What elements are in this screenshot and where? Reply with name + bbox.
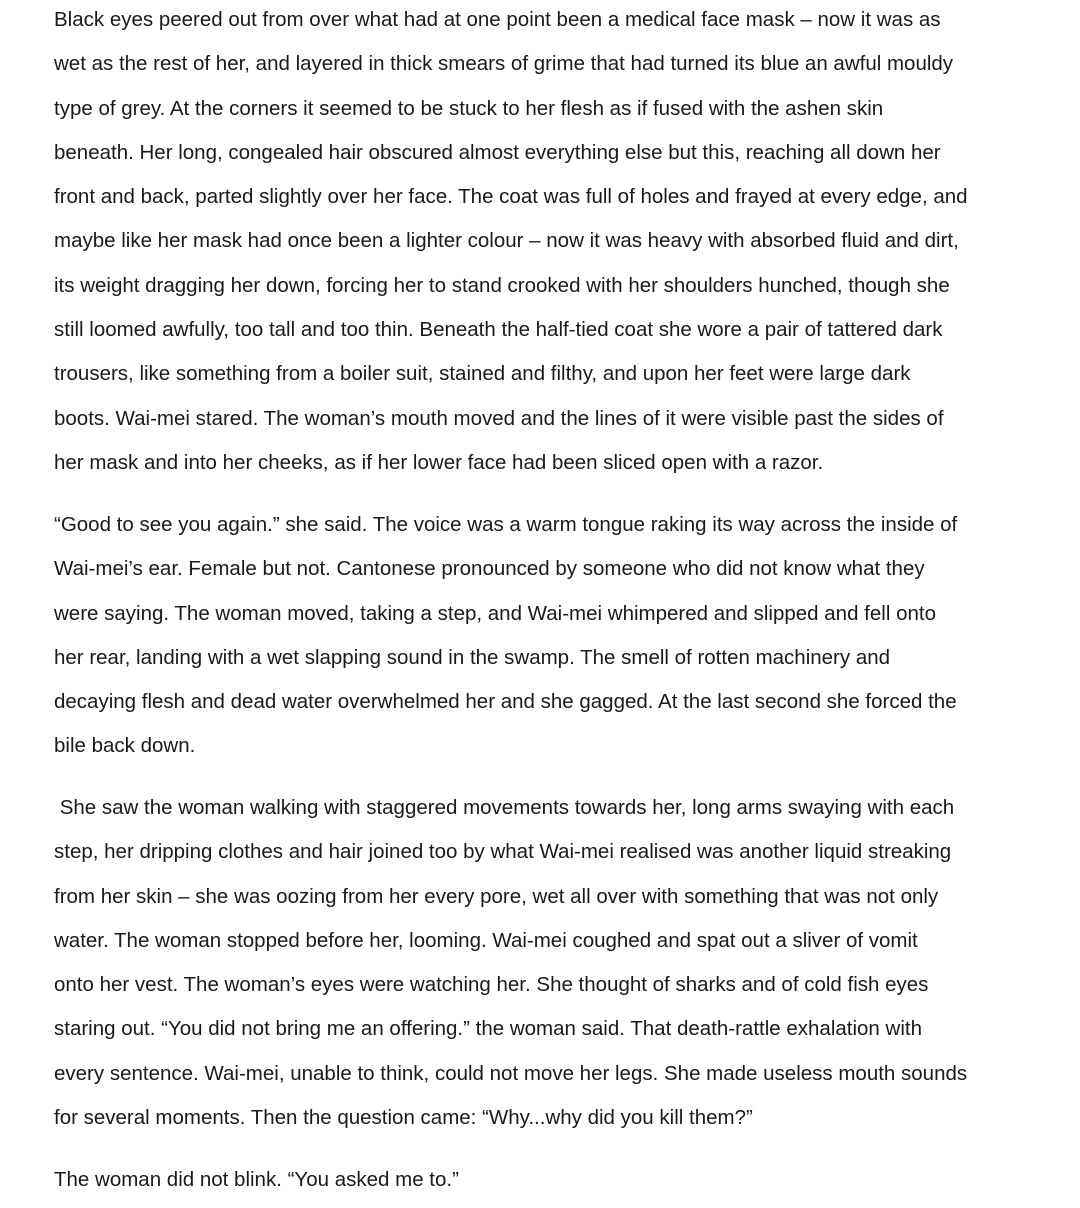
text-line: Wai-mei’s ear. Female but not. Cantonese pronounced by someone who did not know what they (54, 557, 925, 581)
text-line: staring out. “You did not bring me an offering.” the woman said. That death-rattle exhalation with (54, 1017, 922, 1041)
text-line: were saying. The woman moved, taking a step, and Wai-mei whimpered and slipped and fell onto (54, 601, 936, 625)
text-line: “Good to see you again.” she said. The voice was a warm tongue raking its way across the inside of (54, 513, 958, 536)
text-line: her mask and into her cheeks, as if her lower face had been sliced open with a razor. (54, 450, 824, 474)
text-line: beneath. Her long, congealed hair obscured almost everything else but this, reaching all down her (54, 140, 941, 164)
text-line: The woman did not blink. “You asked me to.” (54, 1168, 459, 1191)
text-line: her rear, landing with a wet slapping sound in the swamp. The smell of rotten machinery and (54, 645, 891, 669)
text-line: water. The woman stopped before her, looming. Wai-mei coughed and spat out a sliver of vomit (54, 928, 918, 952)
text-line: Black eyes peered out from over what had at one point been a medical face mask – now it was as (54, 8, 941, 31)
paragraph-3 (54, 786, 1054, 1140)
text-line: She saw the woman walking with staggered movements towards her, long arms swaying with each (54, 796, 955, 819)
text-line: step, her dripping clothes and hair joined too by what Wai-mei realised was another liquid streaking (54, 840, 952, 864)
text-line: front and back, parted slightly over her face. The coat was full of holes and frayed at every edge, and (54, 185, 968, 209)
text-line: decaying flesh and dead water overwhelmed her and she gagged. At the last second she forced the (54, 690, 957, 714)
text-line: from her skin – she was oozing from her every pore, wet all over with something that was not only (54, 884, 939, 908)
paragraph-2 (54, 503, 1054, 769)
text-line: still loomed awfully, too tall and too thin. Beneath the half-tied coat she wore a pair of tattered dark (54, 318, 943, 342)
text-line: trousers, like something from a boiler suit, stained and filthy, and upon her feet were large dark (54, 362, 911, 386)
text-line: boots. Wai-mei stared. The woman’s mouth moved and the lines of it were visible past the sides of (54, 406, 944, 430)
text-line: maybe like her mask had once been a lighter colour – now it was heavy with absorbed fluid and dirt, (54, 229, 959, 253)
text-line: bile back down. (54, 734, 196, 758)
text-line: its weight dragging her down, forcing her to stand crooked with her shoulders hunched, though she (54, 273, 950, 297)
text-line: wet as the rest of her, and layered in thick smears of grime that had turned its blue an awful mouldy (54, 52, 954, 76)
text-line: type of grey. At the corners it seemed to be stuck to her flesh as if fused with the ashen skin (54, 96, 884, 120)
text-line: every sentence. Wai-mei, unable to think, could not move her legs. She made useless mouth sounds (54, 1061, 968, 1085)
text-line: for several moments. Then the question came: “Why...why did you kill them?” (54, 1106, 753, 1130)
paragraph-1 (54, 0, 1054, 485)
paragraph-4 (54, 1158, 1054, 1202)
text-line: onto her vest. The woman’s eyes were watching her. She thought of sharks and of cold fish eyes (54, 973, 929, 997)
